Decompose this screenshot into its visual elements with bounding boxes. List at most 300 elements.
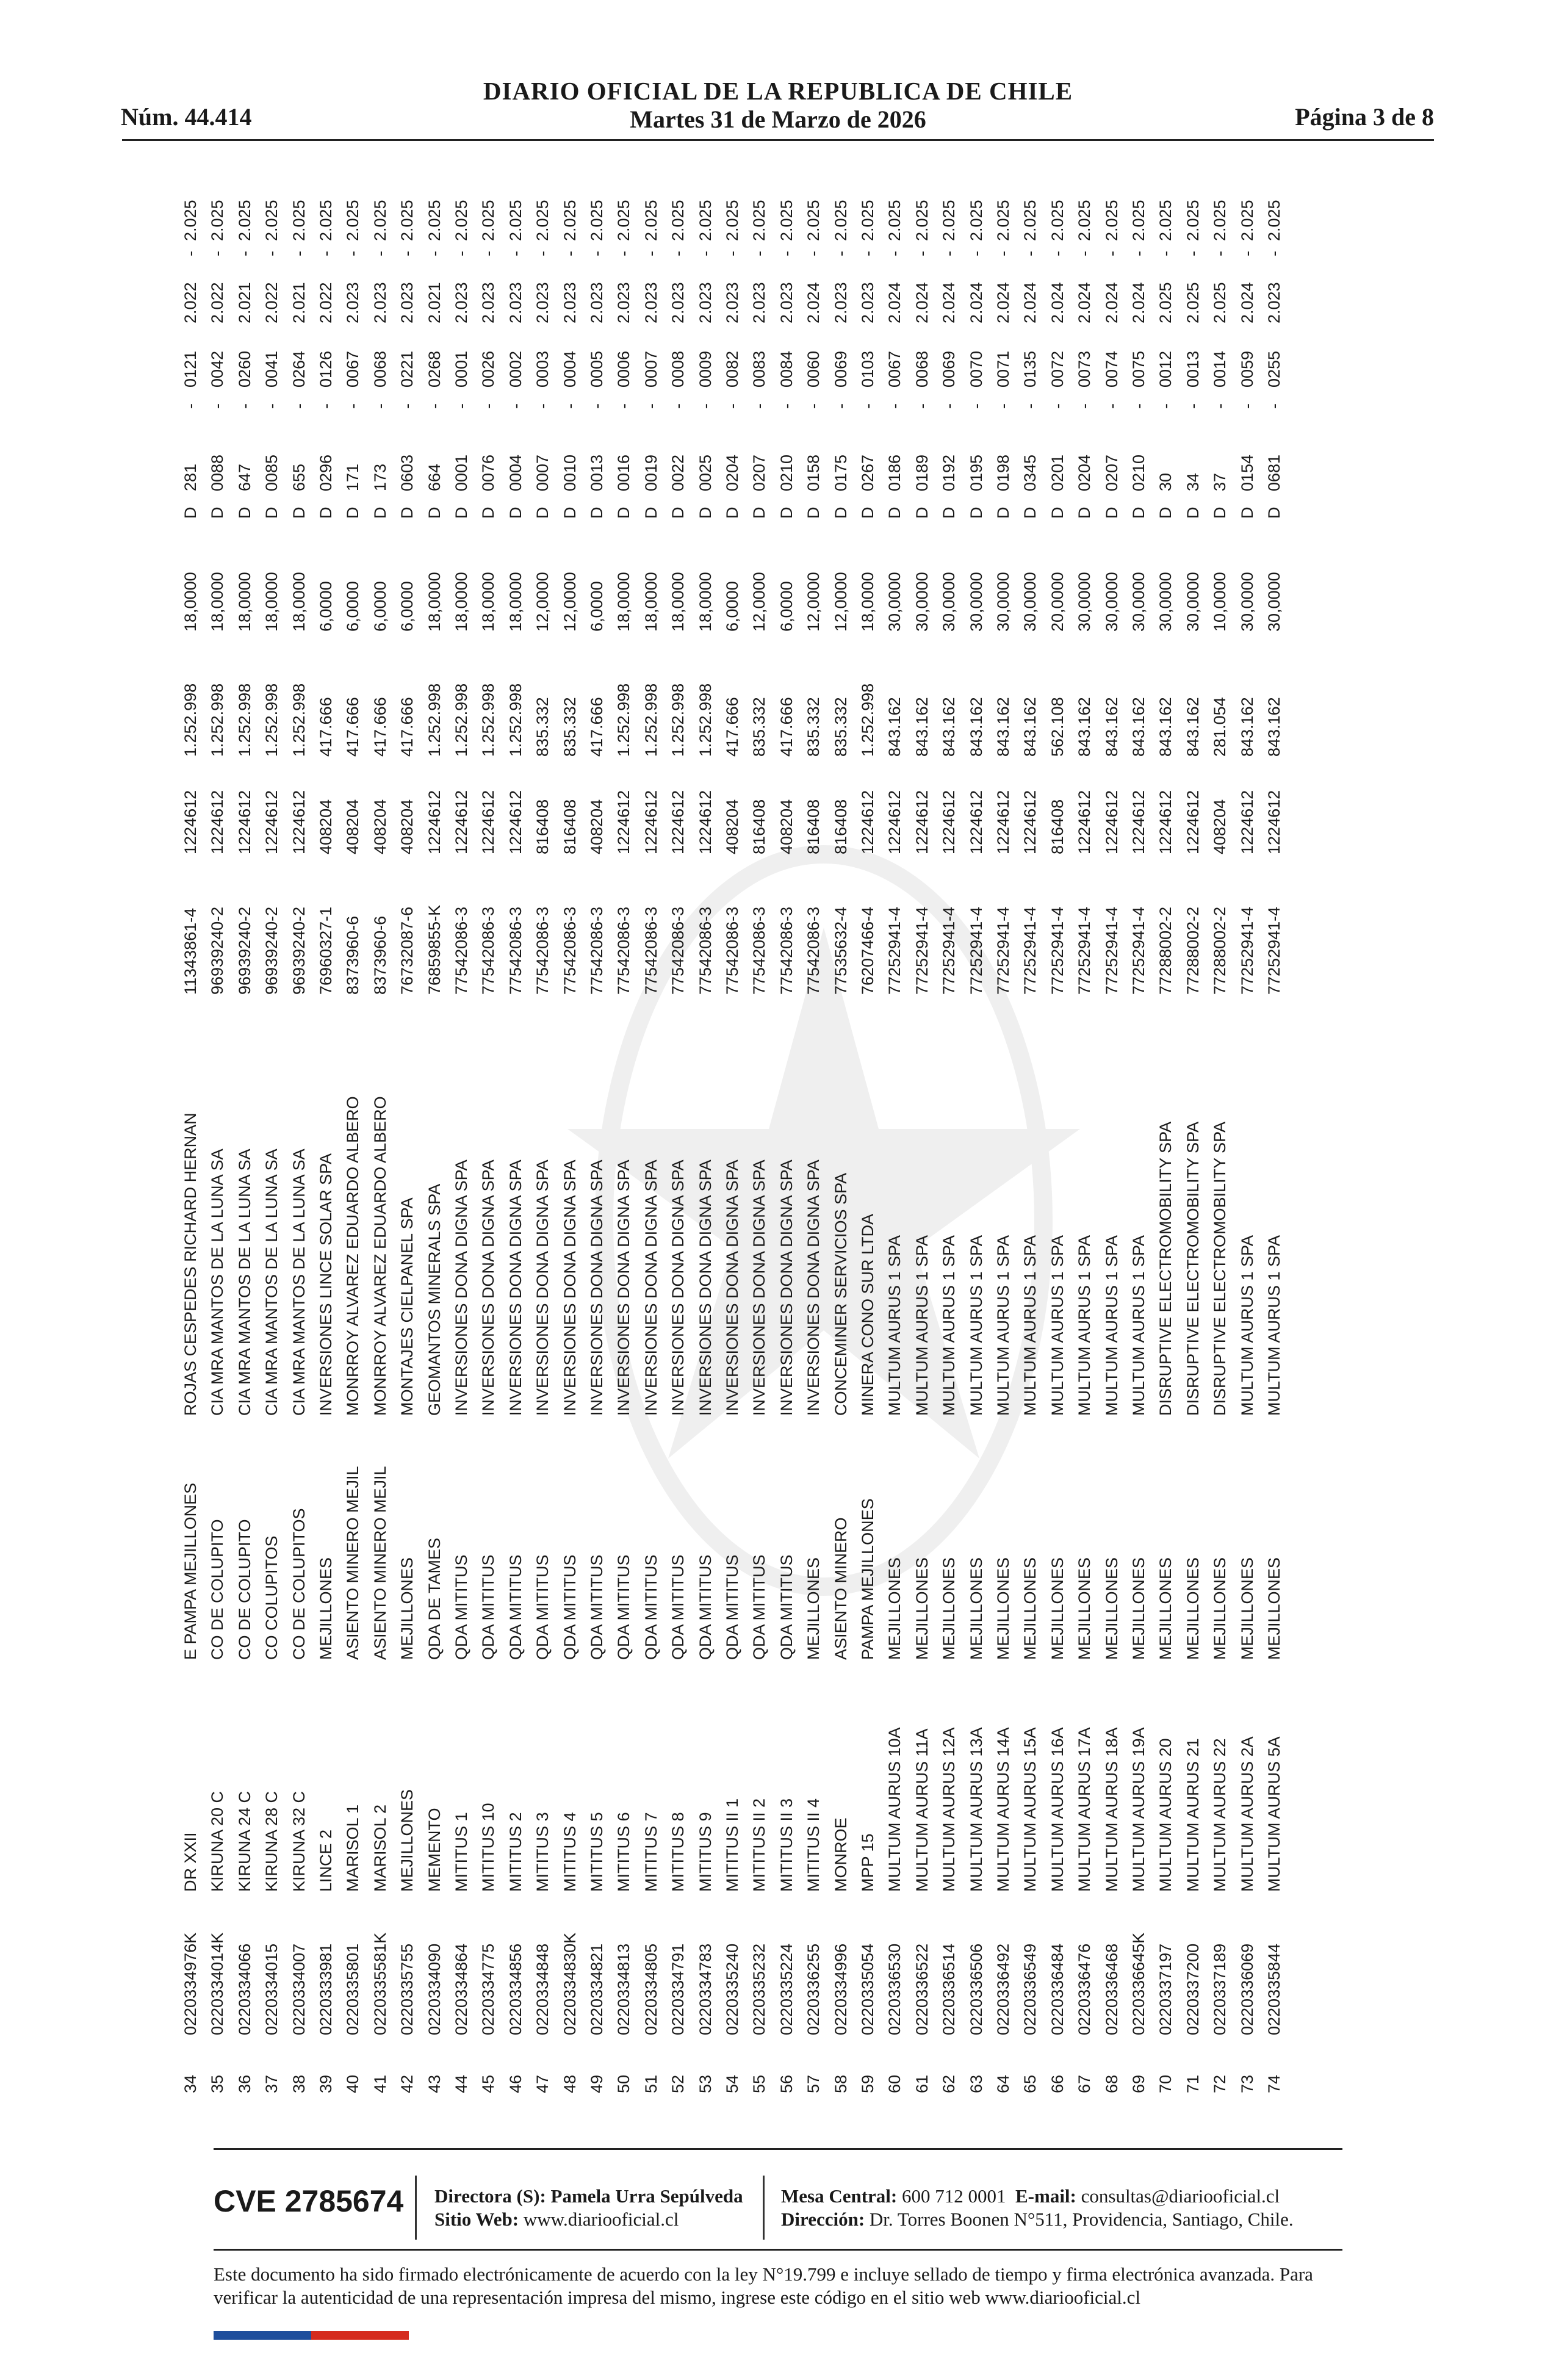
cell-number: 0071 — [994, 350, 1012, 388]
cell-dash: - — [1021, 251, 1040, 256]
cell-type: D — [479, 507, 498, 519]
cell-units: 18,0000 — [479, 572, 498, 632]
cell-row-number: 46 — [506, 2074, 525, 2093]
cell-units: 18,0000 — [262, 572, 281, 632]
cell-fojas: 0158 — [804, 454, 823, 491]
cell-hectares: 1224612 — [479, 790, 498, 854]
cell-dash: - — [370, 251, 389, 256]
cell-year: 2.025 — [1156, 282, 1175, 323]
table-row — [881, 189, 908, 2093]
cell-owner-name: MULTUM AURUS 1 SPA — [1102, 1235, 1121, 1416]
cell-dash: - — [1237, 251, 1256, 256]
cell-location: MEJILLONES — [1075, 1557, 1094, 1660]
cell-year: 2.024 — [1237, 282, 1256, 323]
cell-fojas: 0204 — [1075, 454, 1094, 491]
cell-rol-code: 0220336492 — [994, 1943, 1012, 2035]
cell-concession-name: MITITUS II 2 — [750, 1798, 769, 1892]
cell-owner-name: INVERSIONES DONA DIGNA SPA — [804, 1159, 823, 1416]
sitio-link[interactable]: www.diariooficial.cl — [523, 2209, 679, 2230]
cell-units: 18,0000 — [452, 572, 470, 632]
cell-rut: 77288002-2 — [1183, 906, 1202, 995]
cell-rut: 76960327-1 — [317, 906, 335, 995]
cell-hectares: 1224612 — [181, 790, 200, 854]
cell-rut: 8373960-6 — [344, 915, 362, 995]
cell-year: 2.024 — [1102, 282, 1121, 323]
cell-number: 0012 — [1156, 350, 1175, 388]
cell-fojas: 0210 — [777, 454, 796, 491]
cell-year: 2.024 — [1048, 282, 1067, 323]
cell-year-end: 2.025 — [425, 200, 444, 241]
cell-type: D — [1156, 507, 1175, 519]
cell-rol-code: 0220335240 — [723, 1943, 741, 2035]
cell-amount: 843.162 — [940, 697, 959, 757]
cell-rol-code: 0220334856 — [506, 1943, 525, 2035]
cell-year-end: 2.025 — [1021, 200, 1040, 241]
cell-concession-name: MITITUS 5 — [588, 1812, 606, 1892]
cell-row-number: 38 — [289, 2074, 308, 2093]
cell-dash: - — [614, 251, 633, 256]
cell-rut: 77542086-3 — [560, 906, 579, 995]
cell-concession-name: MITITUS II 4 — [804, 1798, 823, 1892]
cell-year-end: 2.025 — [398, 200, 417, 241]
cell-location: QDA MITITUS — [533, 1554, 552, 1660]
cell-rol-code: 0220336645K — [1129, 1932, 1148, 2035]
cell-rut: 77288002-2 — [1211, 906, 1230, 995]
cell-rol-code: 0220335224 — [777, 1943, 796, 2035]
flag-stripe-red — [311, 2331, 409, 2340]
cell-units: 12,0000 — [533, 572, 552, 632]
cell-rol-code: 0220336484 — [1048, 1943, 1067, 2035]
cell-hectares: 408204 — [317, 799, 335, 854]
table-row — [638, 189, 665, 2093]
cell-row-number: 65 — [1021, 2074, 1040, 2093]
cell-amount: 417.666 — [370, 697, 389, 757]
table-row — [1071, 189, 1098, 2093]
cell-number: 0069 — [831, 350, 850, 388]
cell-row-number: 41 — [370, 2074, 389, 2093]
cell-owner-name: MULTUM AURUS 1 SPA — [1265, 1235, 1283, 1416]
cell-year-end: 2.025 — [912, 200, 931, 241]
table-row — [339, 189, 366, 2093]
cell-hectares: 408204 — [370, 799, 389, 854]
cell-year-end: 2.025 — [588, 200, 606, 241]
table-row — [990, 189, 1017, 2093]
cell-amount: 843.162 — [1237, 697, 1256, 757]
cell-rut: 77252941-4 — [967, 906, 985, 995]
cell-year: 2.023 — [479, 282, 498, 323]
cell-rol-code: 0220336476 — [1075, 1943, 1094, 2035]
cell-fojas: 655 — [289, 463, 308, 491]
email-link[interactable]: consultas@diariooficial.cl — [1081, 2185, 1280, 2207]
cell-hectares: 408204 — [777, 799, 796, 854]
cell-type: D — [235, 507, 254, 519]
cell-concession-name: MULTUM AURUS 2A — [1237, 1736, 1256, 1892]
cell-dash: - — [1183, 251, 1202, 256]
cell-rut: 77252941-4 — [1102, 906, 1121, 995]
cell-type: D — [1237, 507, 1256, 519]
cell-year-end: 2.025 — [641, 200, 660, 241]
cell-amount: 835.332 — [533, 697, 552, 757]
cell-fojas: 0076 — [479, 454, 498, 491]
cell-units: 30,0000 — [885, 572, 904, 632]
cell-concession-name: MULTUM AURUS 17A — [1075, 1727, 1094, 1892]
cell-owner-name: CIA MRA MANTOS DE LA LUNA SA — [262, 1149, 281, 1416]
cell-rut: 77542086-3 — [696, 906, 715, 995]
cell-year-end: 2.025 — [533, 200, 552, 241]
cell-units: 6,0000 — [398, 581, 417, 632]
cell-hectares: 1224612 — [967, 790, 985, 854]
cell-concession-name: MULTUM AURUS 18A — [1102, 1727, 1121, 1892]
cell-number: 0103 — [859, 350, 877, 388]
cell-row-number: 69 — [1129, 2074, 1148, 2093]
cell-rut: 77542086-3 — [614, 906, 633, 995]
cell-number: 0059 — [1237, 350, 1256, 388]
cell-hectares: 1224612 — [235, 790, 254, 854]
cell-fojas: 281 — [181, 463, 200, 491]
cell-units: 18,0000 — [696, 572, 715, 632]
cell-dash: - — [1265, 251, 1283, 256]
cell-dash: - — [641, 251, 660, 256]
cell-year-end: 2.025 — [1048, 200, 1067, 241]
cell-fojas: 664 — [425, 463, 444, 491]
cell-concession-name: MITITUS II 3 — [777, 1798, 796, 1892]
cell-amount: 1.252.998 — [235, 683, 254, 757]
table-row — [231, 189, 258, 2093]
cell-dash: - — [1048, 251, 1067, 256]
header-divider — [122, 139, 1434, 141]
cell-hectares: 408204 — [1211, 799, 1230, 854]
cell-number: 0083 — [750, 350, 769, 388]
cell-hectares: 1224612 — [262, 790, 281, 854]
cell-concession-name: MITITUS 2 — [506, 1812, 525, 1892]
cell-rut: 8373960-6 — [370, 915, 389, 995]
table-row — [177, 189, 204, 2093]
cell-location: MEJILLONES — [317, 1557, 335, 1660]
cell-year-end: 2.025 — [804, 200, 823, 241]
cell-amount: 835.332 — [831, 697, 850, 757]
sitio-label: Sitio Web: — [434, 2209, 519, 2230]
cell-concession-name: MITITUS 9 — [696, 1812, 715, 1892]
rotated-table — [177, 189, 1283, 2093]
cell-fojas: 0013 — [588, 454, 606, 491]
cell-concession-name: MULTUM AURUS 13A — [967, 1727, 985, 1892]
cell-fojas: 0175 — [831, 454, 850, 491]
cell-amount: 843.162 — [1183, 697, 1202, 757]
cell-units: 30,0000 — [1237, 572, 1256, 632]
cell-fojas: 0192 — [940, 454, 959, 491]
cell-concession-name: MEMENTO — [425, 1808, 444, 1892]
cell-amount: 843.162 — [912, 697, 931, 757]
cell-location: MEJILLONES — [1237, 1557, 1256, 1660]
cell-type: D — [940, 507, 959, 519]
cell-fojas: 30 — [1156, 472, 1175, 491]
cell-row-number: 74 — [1265, 2074, 1283, 2093]
cell-year-end: 2.025 — [777, 200, 796, 241]
table-row — [1044, 189, 1071, 2093]
cell-hectares: 1224612 — [506, 790, 525, 854]
cell-dash: - — [669, 403, 688, 409]
cell-rut: 77252941-4 — [885, 906, 904, 995]
page-footer — [0, 2148, 1556, 2380]
cell-hectares: 816408 — [831, 799, 850, 854]
cell-row-number: 49 — [588, 2074, 606, 2093]
cell-rol-code: 0220335755 — [398, 1943, 417, 2035]
cell-amount: 835.332 — [804, 697, 823, 757]
cell-number: 0003 — [533, 350, 552, 388]
cell-dash: - — [506, 251, 525, 256]
cell-year: 2.024 — [1021, 282, 1040, 323]
cell-number: 0082 — [723, 350, 741, 388]
cell-location: MEJILLONES — [1048, 1557, 1067, 1660]
cell-rol-code: 0220334864 — [452, 1943, 470, 2035]
cell-dash: - — [289, 251, 308, 256]
cell-fojas: 0088 — [208, 454, 227, 491]
cell-dash: - — [533, 403, 552, 409]
cell-rut: 76859855-K — [425, 904, 444, 995]
cell-fojas: 0210 — [1129, 454, 1148, 491]
cell-rol-code: 0220334090 — [425, 1943, 444, 2035]
cell-owner-name: INVERSIONES DONA DIGNA SPA — [723, 1159, 741, 1416]
cell-year: 2.023 — [452, 282, 470, 323]
publication-date: Martes 31 de Marzo de 2026 — [630, 106, 926, 133]
publication-title: DIARIO OFICIAL DE LA REPUBLICA DE CHILE — [483, 77, 1073, 105]
cell-fojas: 0016 — [614, 454, 633, 491]
cell-hectares: 1224612 — [1129, 790, 1148, 854]
cell-units: 6,0000 — [723, 581, 741, 632]
cell-owner-name: INVERSIONES DONA DIGNA SPA — [669, 1159, 688, 1416]
cell-rut: 77252941-4 — [912, 906, 931, 995]
cell-owner-name: GEOMANTOS MINERALS SPA — [425, 1183, 444, 1416]
cell-rol-code: 0220333981 — [317, 1943, 335, 2035]
cell-rol-code: 0220337200 — [1183, 1943, 1202, 2035]
cell-hectares: 1224612 — [425, 790, 444, 854]
cell-amount: 1.252.998 — [641, 683, 660, 757]
cell-concession-name: MULTUM AURUS 16A — [1048, 1727, 1067, 1892]
cell-concession-name: KIRUNA 32 C — [289, 1790, 308, 1892]
cell-row-number: 67 — [1075, 2074, 1094, 2093]
cell-year-end: 2.025 — [696, 200, 715, 241]
cell-year: 2.023 — [859, 282, 877, 323]
table-row — [286, 189, 312, 2093]
table-row — [1234, 189, 1261, 2093]
cell-fojas: 0186 — [885, 454, 904, 491]
cell-owner-name: INVERSIONES DONA DIGNA SPA — [560, 1159, 579, 1416]
cell-fojas: 0267 — [859, 454, 877, 491]
cell-rol-code: 0220336468 — [1102, 1943, 1121, 2035]
cell-concession-name: MITITUS 8 — [669, 1812, 688, 1892]
cell-location: QDA MITITUS — [696, 1554, 715, 1660]
cell-row-number: 42 — [398, 2074, 417, 2093]
cell-number: 0002 — [506, 350, 525, 388]
cell-row-number: 59 — [859, 2074, 877, 2093]
cell-concession-name: MITITUS II 1 — [723, 1798, 741, 1892]
cell-dash: - — [452, 403, 470, 409]
cell-fojas: 0019 — [641, 454, 660, 491]
cell-rut: 77535632-4 — [831, 906, 850, 995]
cell-year: 2.024 — [1129, 282, 1148, 323]
cell-year-end: 2.025 — [614, 200, 633, 241]
cell-concession-name: MITITUS 10 — [479, 1803, 498, 1892]
cell-owner-name: MULTUM AURUS 1 SPA — [1048, 1235, 1067, 1416]
cell-year-end: 2.025 — [669, 200, 688, 241]
cell-number: 0067 — [344, 350, 362, 388]
cell-rol-code: 0220336506 — [967, 1943, 985, 2035]
cell-location: QDA MITITUS — [777, 1554, 796, 1660]
cell-rut: 96939240-2 — [262, 906, 281, 995]
cell-type: D — [885, 507, 904, 519]
cell-concession-name: MITITUS 4 — [560, 1812, 579, 1892]
cell-rut: 96939240-2 — [208, 906, 227, 995]
cell-owner-name: INVERSIONES DONA DIGNA SPA — [641, 1159, 660, 1416]
cell-row-number: 57 — [804, 2074, 823, 2093]
direccion-value: Dr. Torres Boonen N°511, Providencia, Santiago, Chile. — [869, 2209, 1294, 2230]
cell-year: 2.023 — [560, 282, 579, 323]
cell-owner-name: DISRUPTIVE ELECTROMOBILITY SPA — [1183, 1121, 1202, 1416]
cell-number: 0073 — [1075, 350, 1094, 388]
cell-fojas: 0195 — [967, 454, 985, 491]
cell-hectares: 816408 — [560, 799, 579, 854]
cell-concession-name: MARISOL 2 — [370, 1804, 389, 1892]
cell-location: MEJILLONES — [994, 1557, 1012, 1660]
cell-concession-name: MEJILLONES — [398, 1789, 417, 1892]
flag-stripe-blue — [214, 2331, 311, 2340]
cell-hectares: 1224612 — [452, 790, 470, 854]
cell-units: 30,0000 — [1265, 572, 1283, 632]
cell-year-end: 2.025 — [1211, 200, 1230, 241]
cell-hectares: 816408 — [533, 799, 552, 854]
cell-dash: - — [641, 403, 660, 409]
cell-row-number: 52 — [669, 2074, 688, 2093]
cell-owner-name: INVERSIONES DONA DIGNA SPA — [506, 1159, 525, 1416]
cell-type: D — [317, 507, 335, 519]
cell-year: 2.023 — [641, 282, 660, 323]
cell-row-number: 62 — [940, 2074, 959, 2093]
cell-amount: 843.162 — [1102, 697, 1121, 757]
cell-row-number: 73 — [1237, 2074, 1256, 2093]
cell-type: D — [588, 507, 606, 519]
cell-number: 0074 — [1102, 350, 1121, 388]
cell-dash: - — [479, 403, 498, 409]
cell-dash: - — [479, 251, 498, 256]
cell-type: D — [777, 507, 796, 519]
cell-rol-code: 0220334996 — [831, 1943, 850, 2035]
cell-location: QDA MITITUS — [669, 1554, 688, 1660]
cell-dash: - — [506, 403, 525, 409]
cell-owner-name: MULTUM AURUS 1 SPA — [1075, 1235, 1094, 1416]
cell-type: D — [750, 507, 769, 519]
cell-concession-name: MULTUM AURUS 19A — [1129, 1727, 1148, 1892]
cell-year: 2.021 — [289, 282, 308, 323]
cell-type: D — [289, 507, 308, 519]
cell-rol-code: 0220334805 — [641, 1943, 660, 2035]
cell-concession-name: MULTUM AURUS 10A — [885, 1727, 904, 1892]
cell-rut: 77542086-3 — [479, 906, 498, 995]
table-row — [556, 189, 583, 2093]
cell-units: 18,0000 — [614, 572, 633, 632]
cell-number: 0069 — [940, 350, 959, 388]
cell-dash: - — [208, 403, 227, 409]
cell-owner-name: MONRROY ALVAREZ EDUARDO ALBERO — [370, 1096, 389, 1416]
cell-location: MEJILLONES — [1129, 1557, 1148, 1660]
cell-row-number: 40 — [344, 2074, 362, 2093]
cell-hectares: 1224612 — [940, 790, 959, 854]
cell-fojas: 0007 — [533, 454, 552, 491]
cell-year-end: 2.025 — [479, 200, 498, 241]
cell-amount: 835.332 — [560, 697, 579, 757]
cell-dash: - — [1265, 403, 1283, 409]
cell-year: 2.021 — [235, 282, 254, 323]
cell-hectares: 1224612 — [912, 790, 931, 854]
cell-amount: 1.252.998 — [669, 683, 688, 757]
cell-rut: 77542086-3 — [588, 906, 606, 995]
cell-units: 18,0000 — [506, 572, 525, 632]
cell-row-number: 37 — [262, 2074, 281, 2093]
cell-units: 18,0000 — [235, 572, 254, 632]
cell-fojas: 0207 — [1102, 454, 1121, 491]
cell-year: 2.023 — [750, 282, 769, 323]
cell-dash: - — [588, 403, 606, 409]
cell-rut: 77542086-3 — [506, 906, 525, 995]
cell-owner-name: MULTUM AURUS 1 SPA — [1237, 1235, 1256, 1416]
cell-concession-name: MITITUS 3 — [533, 1812, 552, 1892]
cell-number: 0006 — [614, 350, 633, 388]
cell-hectares: 1224612 — [994, 790, 1012, 854]
cell-year: 2.025 — [1211, 282, 1230, 323]
cell-fojas: 0201 — [1048, 454, 1067, 491]
cell-rol-code: 0220335844 — [1265, 1943, 1283, 2035]
cell-owner-name: INVERSIONES DONA DIGNA SPA — [614, 1159, 633, 1416]
cell-rol-code: 0220334848 — [533, 1943, 552, 2035]
cell-year-end: 2.025 — [1265, 200, 1283, 241]
cell-concession-name: DR XXII — [181, 1832, 200, 1892]
cell-fojas: 0025 — [696, 454, 715, 491]
cell-concession-name: MULTUM AURUS 22 — [1211, 1738, 1230, 1892]
cell-rut: 96939240-2 — [289, 906, 308, 995]
cell-amount: 843.162 — [994, 697, 1012, 757]
cell-row-number: 54 — [723, 2074, 741, 2093]
cell-dash: - — [831, 251, 850, 256]
cell-rol-code: 0220335801 — [344, 1943, 362, 2035]
cell-type: D — [208, 507, 227, 519]
footer-separator — [415, 2176, 417, 2240]
cell-rut: 77542086-3 — [777, 906, 796, 995]
cell-dash: - — [588, 251, 606, 256]
cell-owner-name: MINERA CONO SUR LTDA — [859, 1213, 877, 1416]
cell-concession-name: MITITUS 1 — [452, 1812, 470, 1892]
cell-type: D — [831, 507, 850, 519]
cell-dash: - — [696, 403, 715, 409]
cell-location: ASIENTO MINERO — [831, 1517, 850, 1660]
table-row — [529, 189, 556, 2093]
cell-type: D — [1075, 507, 1094, 519]
cell-dash: - — [425, 403, 444, 409]
cell-rol-code: 0220334775 — [479, 1943, 498, 2035]
footer-separator — [763, 2176, 765, 2240]
cell-location: MEJILLONES — [967, 1557, 985, 1660]
table-row — [935, 189, 962, 2093]
table-row — [421, 189, 448, 2093]
cell-dash: - — [208, 251, 227, 256]
cell-owner-name: INVERSIONES DONA DIGNA SPA — [696, 1159, 715, 1416]
cell-type: D — [425, 507, 444, 519]
table-row — [502, 189, 529, 2093]
cell-row-number: 51 — [641, 2074, 660, 2093]
cell-hectares: 1224612 — [1075, 790, 1094, 854]
cell-row-number: 50 — [614, 2074, 633, 2093]
cell-dash: - — [940, 251, 959, 256]
cell-owner-name: INVERSIONES DONA DIGNA SPA — [750, 1159, 769, 1416]
cell-location: QDA MITITUS — [452, 1554, 470, 1660]
